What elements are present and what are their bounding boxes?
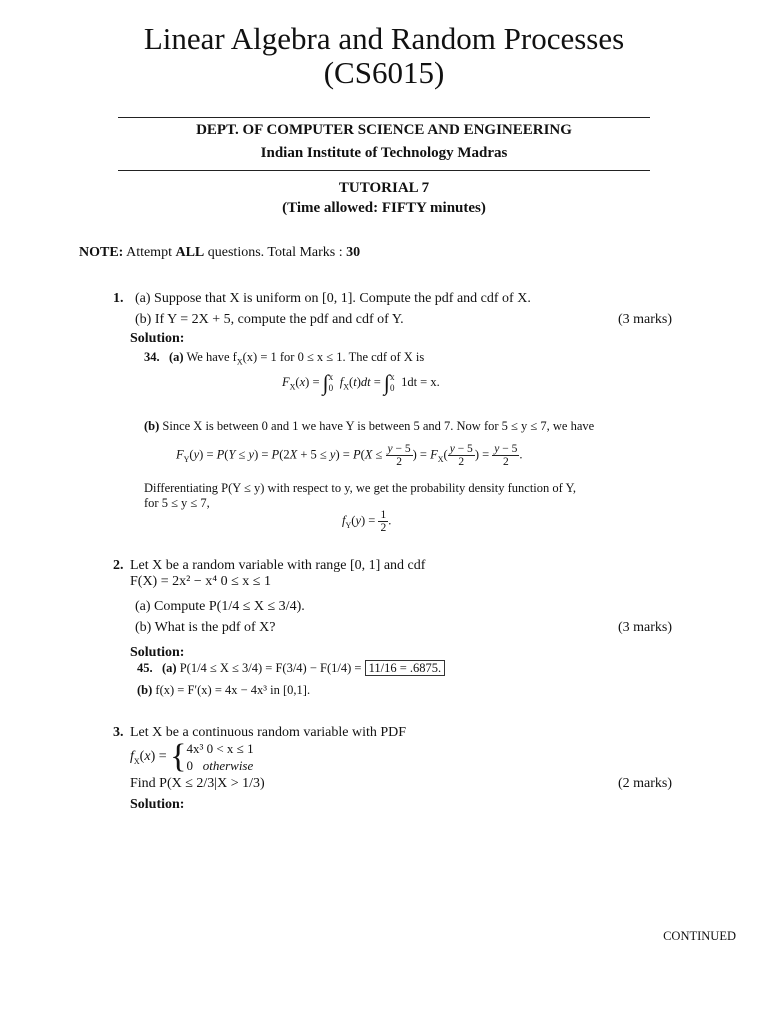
institute: Indian Institute of Technology Madras <box>260 145 508 161</box>
q1-fy-equation: $F_Y(y) = P(Y \le y) = P(2X + 5 \le y) = P(X$ ≤ $\frac{y - 5}{2}$ ) = $F_X$( $\frac{y - 5}{2}$ ) = $\frac{y - 5}{2}$ . <box>176 443 523 468</box>
q2-sol-b <box>137 683 310 698</box>
q1-number: 1. <box>113 291 124 306</box>
q1-cdf-result: 1dt = x. <box>401 374 440 389</box>
q2-number: 2. <box>113 558 124 573</box>
q1-sol-num: 34. <box>144 350 160 364</box>
title-line-2: (CS6015) <box>323 55 445 90</box>
department: DEPT. OF COMPUTER SCIENCE AND ENGINEERING <box>196 122 572 138</box>
q2-sol-num: 45. <box>137 661 153 675</box>
q2-stem: Let X be a random variable with range [0, 1] and cdf <box>130 558 426 573</box>
note-text-a: Attempt <box>126 245 172 260</box>
q3-pdf-case-2: 0 <box>186 758 193 773</box>
q1-sol-b <box>144 419 594 434</box>
q1-sol-b-text: Since X is between 0 and 1 we have Y is between 5 and 7. Now for 5 ≤ y ≤ 7, we have <box>162 419 595 433</box>
q2-part-b: (b) What is the pdf of X? <box>135 620 276 635</box>
note <box>79 245 360 261</box>
tutorial-heading: TUTORIAL 7 <box>338 180 430 196</box>
q2-sol-b-label: (b) <box>137 683 153 697</box>
q1-diff-line-2: for 5 ≤ y ≤ 7, <box>144 496 210 510</box>
q3-pdf: $f_X(x)$ = { 4x³ 0 < x ≤ 1 0 otherwise <box>130 738 254 775</box>
q3-marks: (2 marks) <box>617 776 672 791</box>
note-label: NOTE: <box>79 245 124 260</box>
q1-part-a: (a) Suppose that X is uniform on [0, 1]. Compute the pdf and cdf of X. <box>135 291 531 306</box>
continued-label: CONTINUED <box>663 929 736 943</box>
q2-sol-a <box>137 661 445 676</box>
title-line-1: Linear Algebra and Random Processes <box>143 21 625 56</box>
note-total: 30 <box>346 245 361 260</box>
q2-cdf: F(X) = 2x² − x⁴ 0 ≤ x ≤ 1 <box>130 574 271 589</box>
q1-sol-a-text: We have f <box>186 350 237 364</box>
q1-solution-label: Solution: <box>130 331 185 346</box>
q2-sol-a-boxed-answer: 11/16 = .6875. <box>365 660 446 676</box>
note-text-b: questions. Total Marks : <box>207 245 343 260</box>
time-allowed: (Time allowed: FIFTY minutes) <box>282 200 486 216</box>
top-rule <box>118 117 650 118</box>
q1-fy-symbol: F <box>176 447 184 462</box>
q1-diff-line-1: Differentiating P(Y ≤ y) with respect to y, we get the probability density function of Y, <box>144 481 577 495</box>
bottom-rule <box>118 170 650 171</box>
q1-sol-a: 34. (a) We have $f_X(x) = 1$ for 0 ≤ x ≤ 1. The cdf of X is <box>144 350 425 367</box>
q1-sol-a-text2: (x) = 1 for 0 ≤ x ≤ 1. The cdf of X is <box>242 350 425 364</box>
q1-cdf-equation: $F_X(x)$ = ∫ x 0 $f_X(t)dt$ = ∫ x 0 1dt = x. <box>282 370 440 395</box>
q2-part-a: (a) Compute P(1/4 ≤ X ≤ 3/4). <box>135 599 305 614</box>
q1-sol-b-label: (b) <box>144 419 160 433</box>
q3-solution-label: Solution: <box>130 797 185 812</box>
q2-solution-label: Solution: <box>130 645 185 660</box>
q1-pdf-equation: $f_Y(y)$ = $\frac{1}{2}$ . <box>342 509 392 534</box>
q3-pdf-case-1: 4x³ 0 < x ≤ 1 <box>186 741 254 756</box>
q2-sol-b-text: f(x) = F′(x) = 4x − 4x³ in [0,1]. <box>155 683 311 697</box>
q2-sol-a-text: P(1/4 ≤ X ≤ 3/4) = F(3/4) − F(1/4) = <box>179 661 362 675</box>
q1-sol-a-label: (a) <box>169 350 184 364</box>
q3-stem: Let X be a continuous random variable with PDF <box>130 725 407 740</box>
q1-marks: (3 marks) <box>617 312 672 327</box>
q3-pdf-case-2-cond: otherwise <box>202 758 254 773</box>
q3-find: Find P(X ≤ 2/3|X > 1/3) <box>130 776 265 791</box>
q2-marks: (3 marks) <box>617 620 672 635</box>
q2-sol-a-label: (a) <box>162 661 177 675</box>
q3-number: 3. <box>113 725 124 740</box>
q1-part-b: (b) If Y = 2X + 5, compute the pdf and cdf of Y. <box>135 312 404 327</box>
note-all: ALL <box>175 245 205 260</box>
